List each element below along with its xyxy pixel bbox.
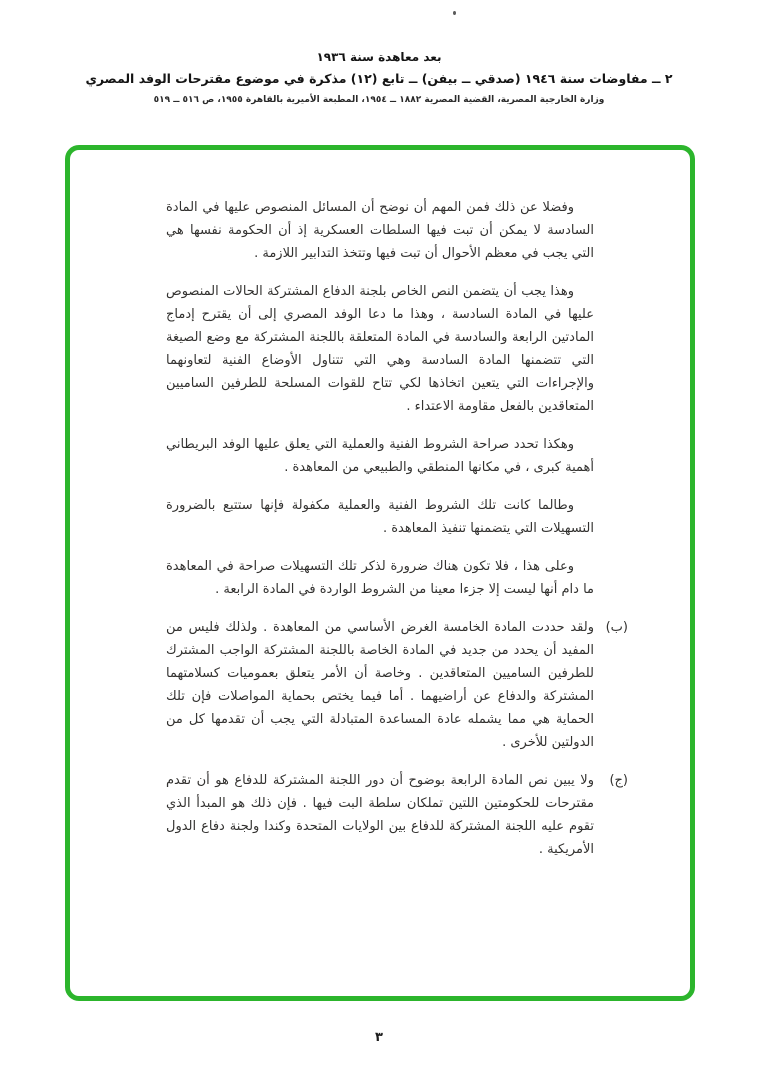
paragraph-3: وهكذا تحدد صراحة الشروط الفنية والعملية التي يعلق عليها الوفد البريطاني أهمية كبرى ، في مكانها المنطقي والطبيعي من المعاهدة . [166,437,594,475]
paragraph-2: وهذا يجب أن يتضمن النص الخاص بلجنة الدفاع المشتركة الحالات المنصوص عليها في المادة السادسة ، وهذا ما دعا الوفد المصري إلى أن يقترح إدماج المادتين الرابعة والسادسة في المادة المتعلقة باللجنة المشتركة مع وضع الصيغة التي تتضمنها المادة السادسة وهي التي تتناول الأوضاع الفنية لتعاونهما والإجراءات التي يتعين اتخاذها لكي تتاح للقوات المسلحة للطرفين الساميين المتعاقدين بالفعل مقاومة الاعتداء . [166,284,594,414]
paragraph-j-text: ولا يبين نص المادة الرابعة بوضوح أن دور اللجنة المشتركة للدفاع هو أن تقدم مقترحات للحكومتين اللتين تملكان سلطة البت فيها . فإن ذلك هو المبدأ الذي تقوم عليه اللجنة المشتركة للدفاع بين الولايات المتحدة وكندا ولجنة دفاع الدول الأمريكية . [166,773,594,857]
paragraph-b-text: ولقد حددت المادة الخامسة الغرض الأساسي من المعاهدة . ولذلك فليس من المفيد أن يحدد من جديد في المادة الخاصة باللجنة المشتركة الواجب المشترك للطرفين الساميين المتعاقدين . وخاصة أن الأمر يتعلق بعموميات كسلامتهما المشتركة والدفاع عن أراضيهما . أما فيما يختص بحماية المواصلات فإن تلك الحماية هي مما يشمله عادة المساعدة المتبادلة التي يجب أن تقدمها كل من الدولتين للأخرى . [166,620,594,750]
paragraph-j-marker: (ج) [609,773,628,788]
page-number: ٣ [375,1030,383,1045]
speck-mark [453,11,456,15]
paragraph-b-marker: (ب) [605,620,628,635]
paragraph-b [166,616,628,754]
paragraph-j [166,769,628,861]
document-header [0,50,758,105]
paragraph-5: وعلى هذا ، فلا تكون هناك ضرورة لذكر تلك التسهيلات صراحة في المعاهدة ما دام أنها ليست إلا جزءا معينا من الشروط الواردة في المادة الرابعة . [166,559,594,597]
document-body [166,196,628,876]
header-line-2: ٢ ــ مفاوضات سنة ١٩٤٦ (صدقي ــ بيفن) ــ تابع (١٢) مذكرة في موضوع مقترحات الوفد المصري [85,71,673,86]
header-line-1: بعد معاهدة سنة ١٩٣٦ [316,50,442,64]
green-annotation-frame [65,145,695,1001]
paragraph-1: وفضلا عن ذلك فمن المهم أن نوضح أن المسائل المنصوص عليها في المادة السادسة لا يمكن أن تبت فيها السلطات العسكرية إذ أن الحكومة نفسها هي التي يجب في معظم الأحوال أن تبت فيها وتتخذ التدابير اللازمة . [166,200,594,261]
paragraph-4: وطالما كانت تلك الشروط الفنية والعملية مكفولة فإنها ستتبع بالضرورة التسهيلات التي يتضمنها تنفيذ المعاهدة . [166,498,594,536]
header-line-3: وزارة الخارجية المصرية، القضية المصرية ١٨٨٢ ــ ١٩٥٤، المطبعة الأميرية بالقاهرة ١٩٥٥، ص ٥١٦ ــ ٥١٩ [153,95,605,105]
